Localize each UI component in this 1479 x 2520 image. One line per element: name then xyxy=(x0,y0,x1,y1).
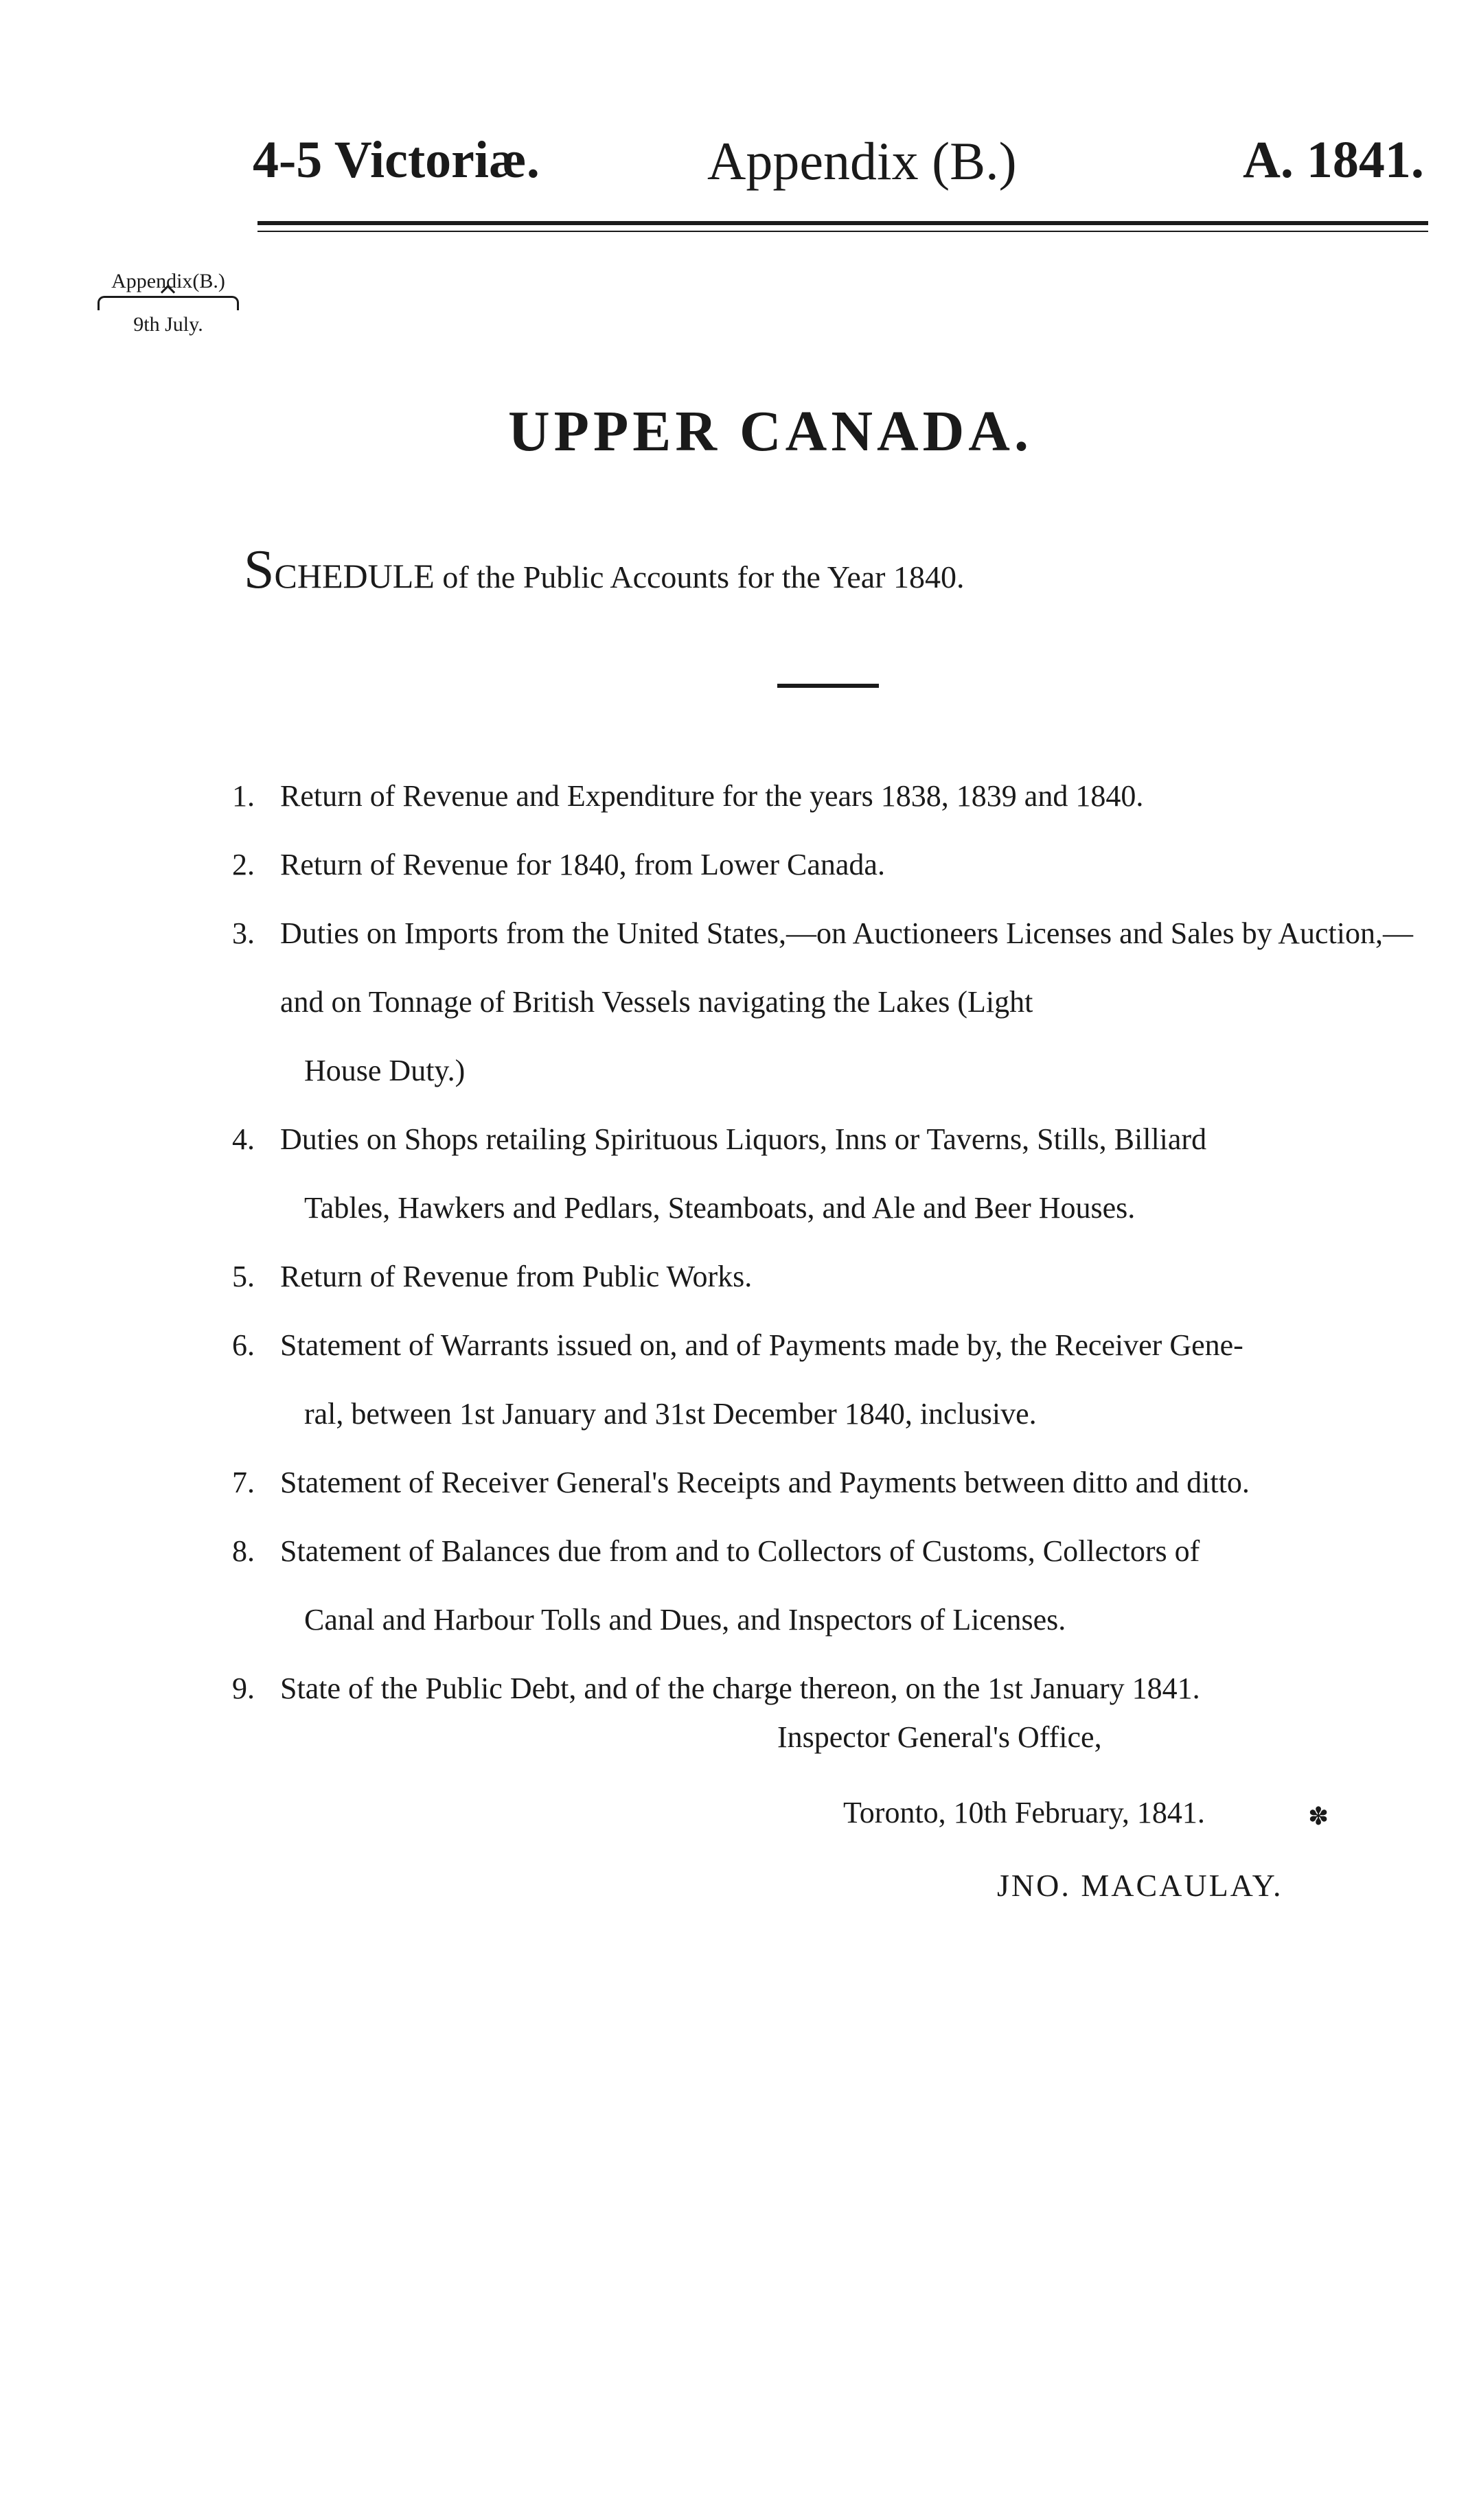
running-head-appendix: Appendix (B.) xyxy=(707,131,1017,191)
item-number: 8. xyxy=(232,1534,255,1568)
running-head-year: A. 1841. xyxy=(1243,131,1424,189)
place-date-line: Toronto, 10th February, 1841. xyxy=(843,1796,1205,1829)
item-continuation: House Duty.) xyxy=(304,1054,466,1087)
schedule-list xyxy=(232,762,1413,1723)
item-continuation: ral, between 1st January and 31st December 1840, inclusive. xyxy=(304,1397,1037,1431)
asterisk-mark-icon: ✽ xyxy=(1308,1803,1329,1830)
margin-note-appendix: Appendix(B.) xyxy=(111,270,225,292)
item-continuation: Canal and Harbour Tolls and Dues, and Inspectors of Licenses. xyxy=(304,1603,1066,1637)
item-number: 5. xyxy=(232,1260,255,1293)
schedule-initial: S xyxy=(244,540,275,600)
item-number: 4. xyxy=(232,1122,255,1156)
list-item xyxy=(232,1654,1413,1723)
item-number: 3. xyxy=(232,916,255,950)
item-text: State of the Public Debt, and of the charge thereon, on the 1st January 1841. xyxy=(280,1672,1200,1705)
office-line: Inspector General's Office, xyxy=(777,1720,1102,1754)
list-item xyxy=(232,762,1413,831)
item-text: Duties on Imports from the United States,—on Auctioneers Licenses and Sales by Auction,—and on Tonnage of British Vessels navigating the Lakes (Light xyxy=(280,916,1413,1019)
header-rule-thick xyxy=(257,221,1428,225)
item-text: Statement of Balances due from and to Collectors of Customs, Collectors of xyxy=(280,1534,1200,1568)
item-number: 2. xyxy=(232,848,255,881)
item-number: 9. xyxy=(232,1672,255,1705)
brace-icon xyxy=(98,296,239,310)
item-text: Return of Revenue and Expenditure for the years 1838, 1839 and 1840. xyxy=(280,779,1144,813)
item-number: 6. xyxy=(232,1328,255,1362)
item-text: Return of Revenue from Public Works. xyxy=(280,1260,753,1293)
margin-note xyxy=(76,270,261,336)
list-item xyxy=(232,831,1413,899)
item-text: Statement of Warrants issued on, and of Payments made by, the Receiver Gene- xyxy=(280,1328,1243,1362)
header-rule-thin xyxy=(257,231,1428,232)
list-item xyxy=(232,1242,1413,1311)
item-number: 1. xyxy=(232,779,255,813)
schedule-heading xyxy=(244,539,964,601)
list-item xyxy=(232,1517,1413,1654)
list-item xyxy=(232,899,1413,1105)
list-item xyxy=(232,1105,1413,1242)
list-item xyxy=(232,1448,1413,1517)
running-head xyxy=(0,124,1479,206)
list-item xyxy=(232,1311,1413,1448)
item-text: Return of Revenue for 1840, from Lower Canada. xyxy=(280,848,885,881)
margin-note-date: 9th July. xyxy=(133,313,203,336)
section-divider xyxy=(777,684,879,688)
page-title: UPPER CANADA. xyxy=(508,400,1033,463)
signature: JNO. MACAULAY. xyxy=(997,1868,1283,1903)
running-head-session: 4-5 Victoriæ. xyxy=(253,131,540,189)
item-text: Statement of Receiver General's Receipts and Payments between ditto and ditto. xyxy=(280,1466,1250,1499)
schedule-rest: of the Public Accounts for the Year 1840. xyxy=(434,559,965,594)
item-text: Duties on Shops retailing Spirituous Liquors, Inns or Taverns, Stills, Billiard xyxy=(280,1122,1207,1156)
schedule-caps: CHEDULE xyxy=(274,557,435,595)
item-continuation: Tables, Hawkers and Pedlars, Steamboats, and Ale and Beer Houses. xyxy=(304,1191,1136,1225)
item-number: 7. xyxy=(232,1466,255,1499)
